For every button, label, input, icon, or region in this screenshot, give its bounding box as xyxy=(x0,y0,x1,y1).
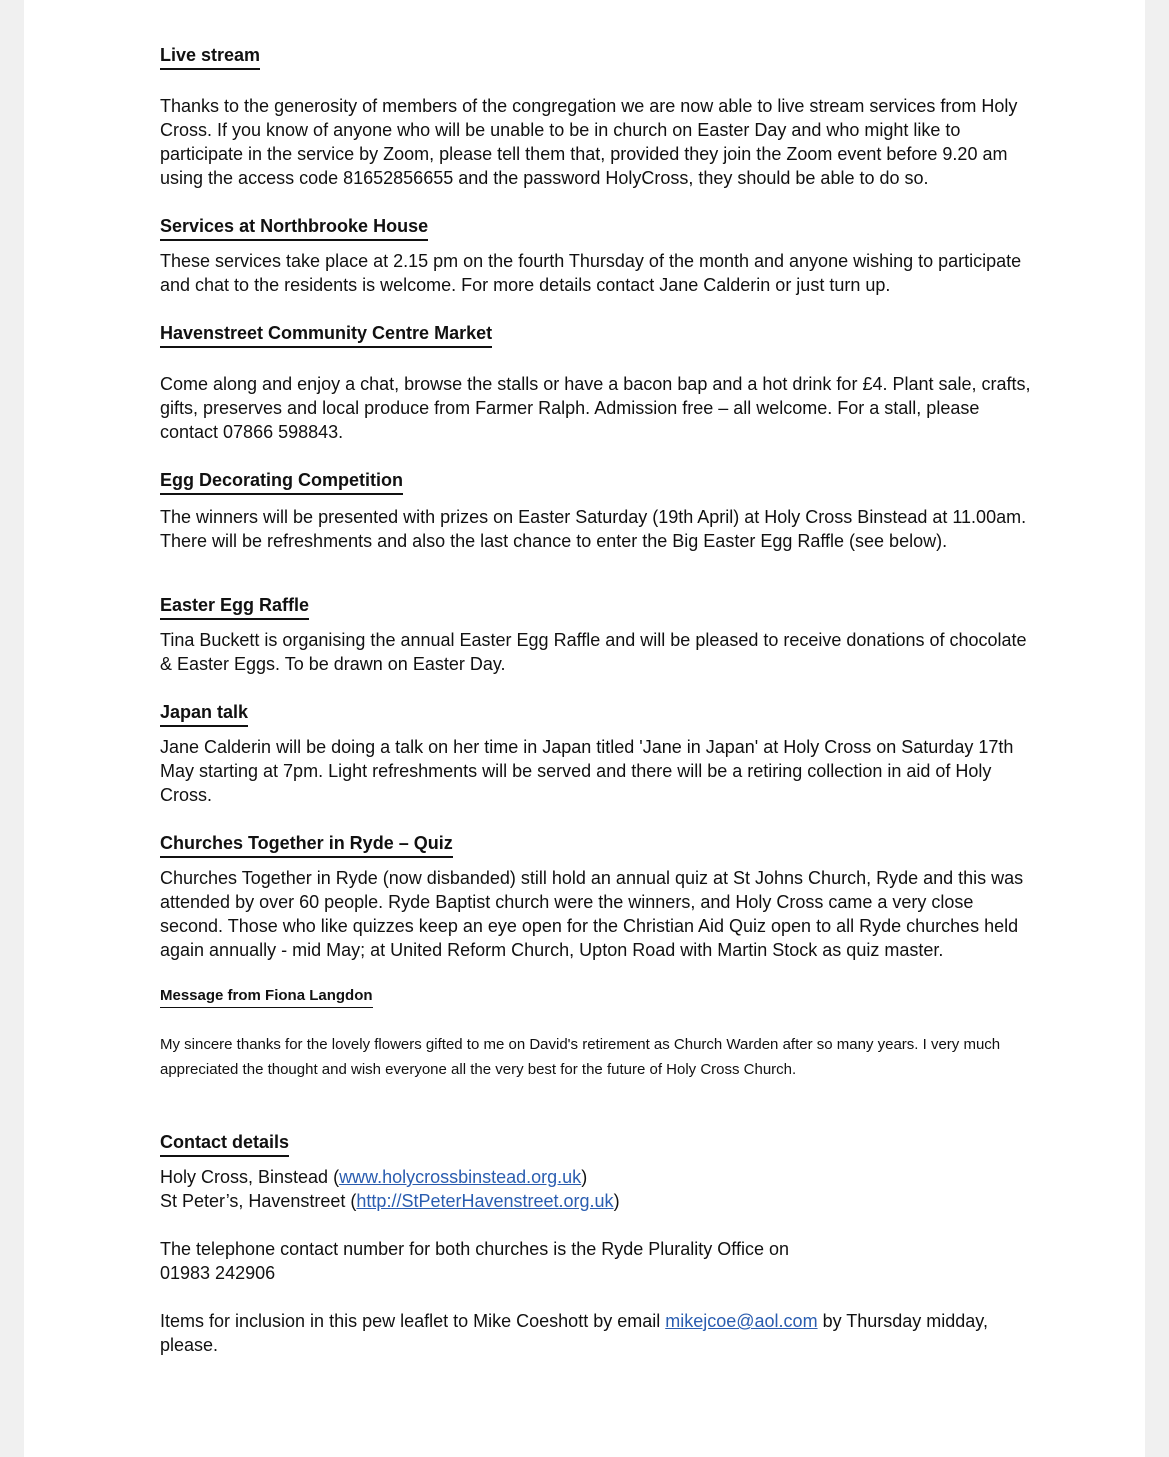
contact-items-prefix: Items for inclusion in this pew leaflet to Mike Coeshott by email xyxy=(160,1311,666,1331)
st-peters-website-link[interactable]: http://StPeterHavenstreet.org.uk xyxy=(356,1191,614,1211)
section-northbrooke xyxy=(160,214,1040,297)
heading-fiona: Message from Fiona Langdon xyxy=(160,986,373,1008)
heading-contact: Contact details xyxy=(160,1130,289,1157)
section-japan xyxy=(160,700,1040,807)
body-fiona: My sincere thanks for the lovely flowers gifted to me on David's retirement as Church Warden after so many years. I very much appreciated the thought and wish everyone all the very best for the future of Holy Cross Church. xyxy=(160,1036,1001,1078)
contact-st-peters-suffix: ) xyxy=(613,1191,620,1211)
heading-egg-decorating: Egg Decorating Competition xyxy=(160,468,403,495)
body-egg-decorating: The winners will be presented with prizes on Easter Saturday (19th April) at Holy Cross Binstead at 11.00am. There will be refreshments and also the last chance to enter the Big Easter Egg Raffle (see below). xyxy=(160,507,1027,551)
contact-holy-cross-suffix: ) xyxy=(581,1167,588,1187)
section-contact xyxy=(160,1130,1040,1357)
heading-market: Havenstreet Community Centre Market xyxy=(160,321,492,348)
body-raffle: Tina Buckett is organising the annual Easter Egg Raffle and will be pleased to receive donations of chocolate & Easter Eggs. To be drawn on Easter Day. xyxy=(160,630,1027,674)
contact-phone-intro: The telephone contact number for both churches is the Ryde Plurality Office on xyxy=(160,1239,790,1259)
body-northbrooke: These services take place at 2.15 pm on the fourth Thursday of the month and anyone wishing to participate and chat to the residents is welcome. For more details contact Jane Calderin or just turn up. xyxy=(160,251,1022,295)
document-page xyxy=(24,0,1145,1457)
contact-st-peters xyxy=(160,1189,1040,1213)
section-raffle xyxy=(160,593,1040,676)
document-content xyxy=(160,43,1040,1357)
section-quiz xyxy=(160,831,1040,962)
section-market xyxy=(160,321,1040,444)
heading-quiz: Churches Together in Ryde – Quiz xyxy=(160,831,453,858)
contact-holy-cross xyxy=(160,1165,1040,1189)
body-market: Come along and enjoy a chat, browse the stalls or have a bacon bap and a hot drink for £4. Plant sale, crafts, gifts, preserves and local produce from Farmer Ralph. Admission free – all welcome. For a stall, please contact 07866 598843. xyxy=(160,374,1031,442)
email-link[interactable]: mikejcoe@aol.com xyxy=(665,1311,818,1331)
heading-japan: Japan talk xyxy=(160,700,248,727)
contact-items xyxy=(160,1309,1040,1357)
contact-items-suffix: by Thursday midday, please. xyxy=(160,1311,988,1355)
heading-raffle: Easter Egg Raffle xyxy=(160,593,309,620)
contact-st-peters-label: St Peter’s, Havenstreet ( xyxy=(160,1191,357,1211)
contact-phone-number: 01983 242906 xyxy=(160,1263,276,1283)
section-egg-decorating xyxy=(160,468,1040,553)
contact-holy-cross-label: Holy Cross, Binstead ( xyxy=(160,1167,340,1187)
heading-live-stream: Live stream xyxy=(160,43,260,70)
holy-cross-website-link[interactable]: www.holycrossbinstead.org.uk xyxy=(339,1167,582,1187)
section-fiona xyxy=(160,986,1040,1082)
heading-northbrooke: Services at Northbrooke House xyxy=(160,214,428,241)
body-quiz: Churches Together in Ryde (now disbanded) still hold an annual quiz at St Johns Church, Ryde and this was attended by over 60 people. Ryde Baptist church were the winners, and Holy Cross came a very close second. Those who like quizzes keep an eye open for the Christian Aid Quiz open to all Ryde churches held again annually - mid May; at United Reform Church, Upton Road with Martin Stock as quiz master. xyxy=(160,868,1024,960)
body-live-stream: Thanks to the generosity of members of the congregation we are now able to live stream services from Holy Cross. If you know of anyone who will be unable to be in church on Easter Day and who might like to participate in the service by Zoom, please tell them that, provided they join the Zoom event before 9.20 am using the access code 81652856655 and the password HolyCross, they should be able to do so. xyxy=(160,96,1018,188)
body-japan: Jane Calderin will be doing a talk on her time in Japan titled 'Jane in Japan' at Holy Cross on Saturday 17th May starting at 7pm. Light refreshments will be served and there will be a retiring collection in aid of Holy Cross. xyxy=(160,737,1014,805)
section-live-stream xyxy=(160,43,1040,190)
